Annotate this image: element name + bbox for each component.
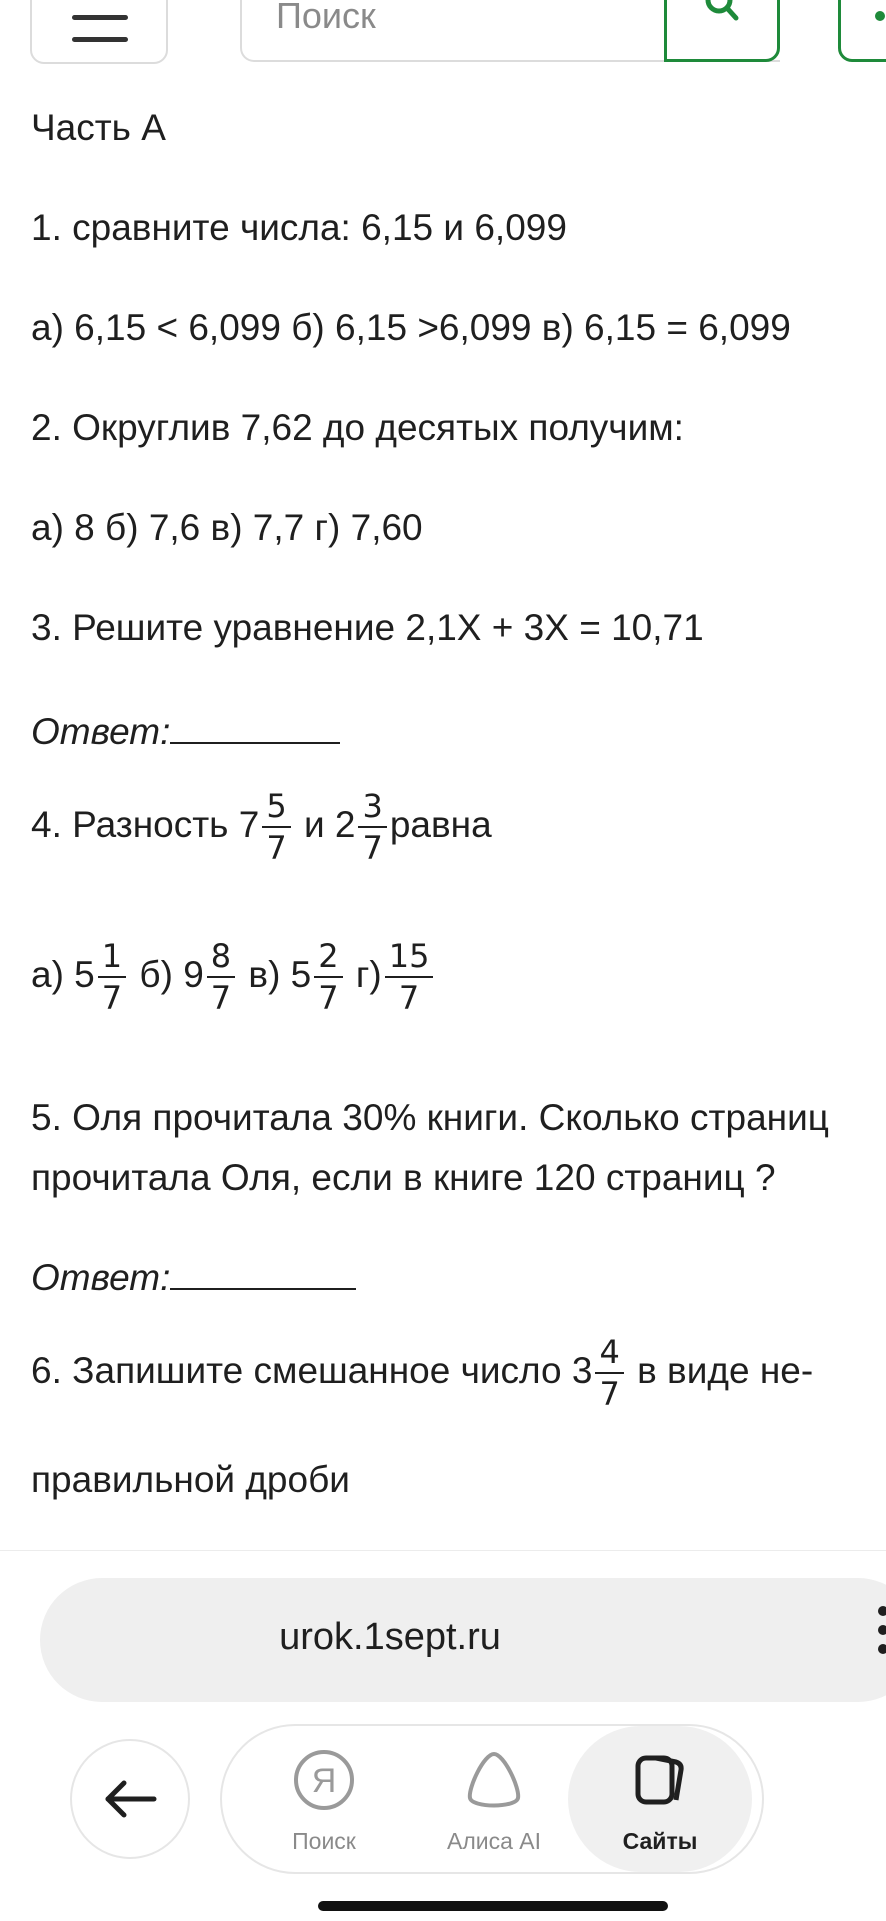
fraction-bar [358,826,386,828]
option-a-label: а) 5 [31,953,95,995]
more-vertical-icon[interactable] [878,1606,886,1663]
q4-prefix: 4. Разность 7 [31,803,260,845]
answer-label: Ответ: [31,711,171,752]
fraction-bar [98,976,126,978]
fraction-numerator: 8 [210,937,232,975]
fraction-denominator: 7 [398,979,420,1017]
question-2: 2. Округлив 7,62 до десятых получим: [31,407,684,448]
more-button[interactable] [838,0,886,62]
question-5-line-1: 5. Оля прочитала 30% книги. Сколько страниц [31,1097,829,1138]
question-6-line-2: правильной дроби [31,1459,350,1500]
q4-suffix: равна [389,803,492,845]
browser-bottom-bar [0,1550,886,1921]
part-title: Часть А [31,107,166,148]
yandex-icon [292,1748,356,1812]
q6-prefix: 6. Запишите смешанное число 3 [31,1349,593,1391]
question-1-options: а) 6,15 < 6,099 б) 6,15 >6,099 в) 6,15 = 6,099 [31,307,791,348]
fraction-numerator: 15 [388,937,430,975]
fraction-numerator: 3 [362,787,383,825]
fraction-bar [595,1372,623,1374]
option-b-label: б) 9 [139,953,204,995]
answer-line-2 [31,1252,356,1300]
fraction-bar [314,976,342,978]
fraction-bar [385,976,434,978]
fraction-numerator: 1 [101,937,123,975]
question-4-options [31,938,436,1016]
sites-icon [628,1748,692,1812]
search-input[interactable] [274,0,658,38]
fraction [262,788,290,866]
back-button[interactable] [70,1739,190,1859]
nav-item-sites[interactable] [568,1726,752,1872]
answer-blank [170,706,340,744]
question-4 [31,788,492,866]
top-bar [0,0,886,70]
nav-item-search[interactable] [242,1726,406,1872]
fraction-bar [262,826,290,828]
question-6 [31,1334,813,1412]
svg-text:Я: Я [311,1762,337,1800]
hamburger-icon [72,15,128,59]
option-d-label: г) [355,953,382,995]
question-2-options: а) 8 б) 7,6 в) 7,7 г) 7,60 [31,507,423,548]
option-c-label: в) 5 [248,953,312,995]
fraction [98,938,126,1016]
search-icon [702,0,742,25]
bottom-nav [220,1724,764,1874]
fraction-denominator: 7 [318,979,339,1017]
arrow-left-icon [102,1779,158,1819]
search-button[interactable] [664,0,780,62]
question-3: 3. Решите уравнение 2,1Х + 3Х = 10,71 [31,607,704,648]
nav-label: Сайты [622,1828,698,1854]
q6-suffix: в виде не- [637,1349,814,1391]
fraction [314,938,342,1016]
fraction [385,938,434,1016]
alice-icon [462,1748,526,1812]
nav-item-alice[interactable] [412,1726,576,1872]
fraction-denominator: 7 [101,979,123,1017]
menu-button[interactable] [30,0,168,64]
fraction-numerator: 5 [266,787,287,825]
fraction-bar [207,976,235,978]
answer-label: Ответ: [31,1257,171,1298]
fraction-denominator: 7 [210,979,232,1017]
fraction [207,938,235,1016]
fraction-denominator: 7 [362,829,383,867]
fraction [358,788,386,866]
answer-blank [170,1252,356,1290]
question-1: 1. сравните числа: 6,15 и 6,099 [31,207,567,248]
fraction-numerator: 4 [599,1333,620,1371]
q4-middle: и 2 [303,803,356,845]
fraction-denominator: 7 [266,829,287,867]
nav-label: Алиса AI [446,1828,542,1854]
fraction [595,1334,623,1412]
nav-label: Поиск [292,1828,356,1854]
question-5-line-2: прочитала Оля, если в книге 120 страниц ? [31,1157,776,1198]
fraction-denominator: 7 [599,1375,620,1413]
url-text[interactable]: urok.1sept.ru [279,1616,501,1658]
answer-line-1 [31,706,340,754]
dot-icon [875,11,885,21]
fraction-numerator: 2 [318,937,339,975]
home-indicator [318,1901,668,1911]
address-bar[interactable] [40,1578,886,1702]
